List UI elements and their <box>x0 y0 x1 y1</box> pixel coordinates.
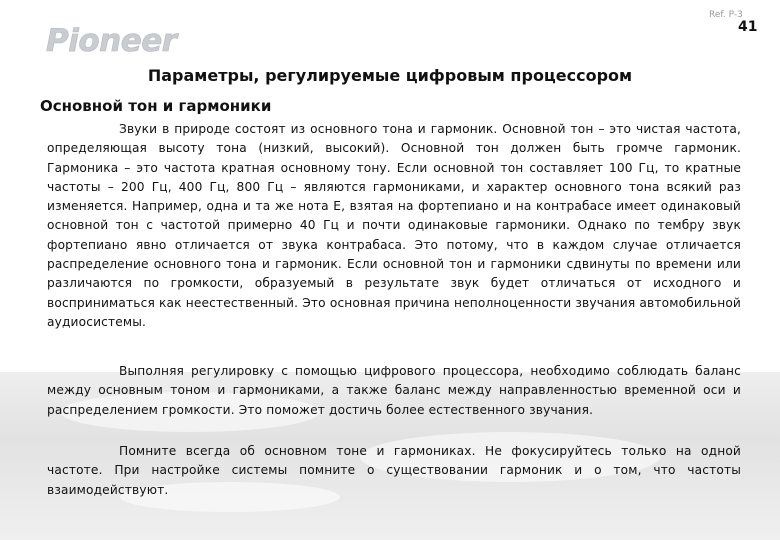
pioneer-logo-text: Pioneer <box>46 24 177 56</box>
reference-label: Ref. P-3 <box>709 10 743 20</box>
pioneer-logo <box>46 24 246 56</box>
page-title: Параметры, регулируемые цифровым процессором <box>147 66 633 85</box>
paragraph-3: Помните всегда об основном тоне и гармониках. Не фокусируйтесь только на одной частоте. При настройке системы помните о существовании гармоник и о том, что частоты взаимодействуют. <box>47 444 741 497</box>
paragraph-2: Выполняя регулировку с помощью цифрового процессора, необходимо соблюдать баланс между основным тоном и гармониками, а также баланс между направленностью временной оси и распределением громкости. Это поможет достичь более естественного звучания. <box>47 364 741 417</box>
page-number: 41 <box>738 19 758 35</box>
paragraph-1: Звуки в природе состоят из основного тона и гармоник. Основной тон – это чистая частота, определяющая высоту тона (низкий, высокий). Основной тон должен быть громче гармоник. Гармоника – это частота кратная основному тону. Если основной тон составляет 100 Гц, то кратные частоты – 200 Гц, 400 Гц, 800 Гц – являются гармониками, и характер основного тона всякий раз изменяется. Например, одна и та же нота Е, взятая на фортепиано и на контрабасе имеет одинаковый основной тон с частотой примерно 40 Гц и почти одинаковые гармоники. Однако по тембру звук фортепиано явно отличается от звука контрабаса. Это потому, что в каждом случае отличается распределение основного тона и гармоник. Если основной тон и гармоники сдвинуты по времени или различаются по громкости, образуемый в результате звук будет отличаться от исходного и восприниматься как неестественный. Это основная причина неполноценности звучания автомобильной аудиосистемы. <box>47 122 741 329</box>
section-subtitle: Основной тон и гармоники <box>40 97 272 115</box>
